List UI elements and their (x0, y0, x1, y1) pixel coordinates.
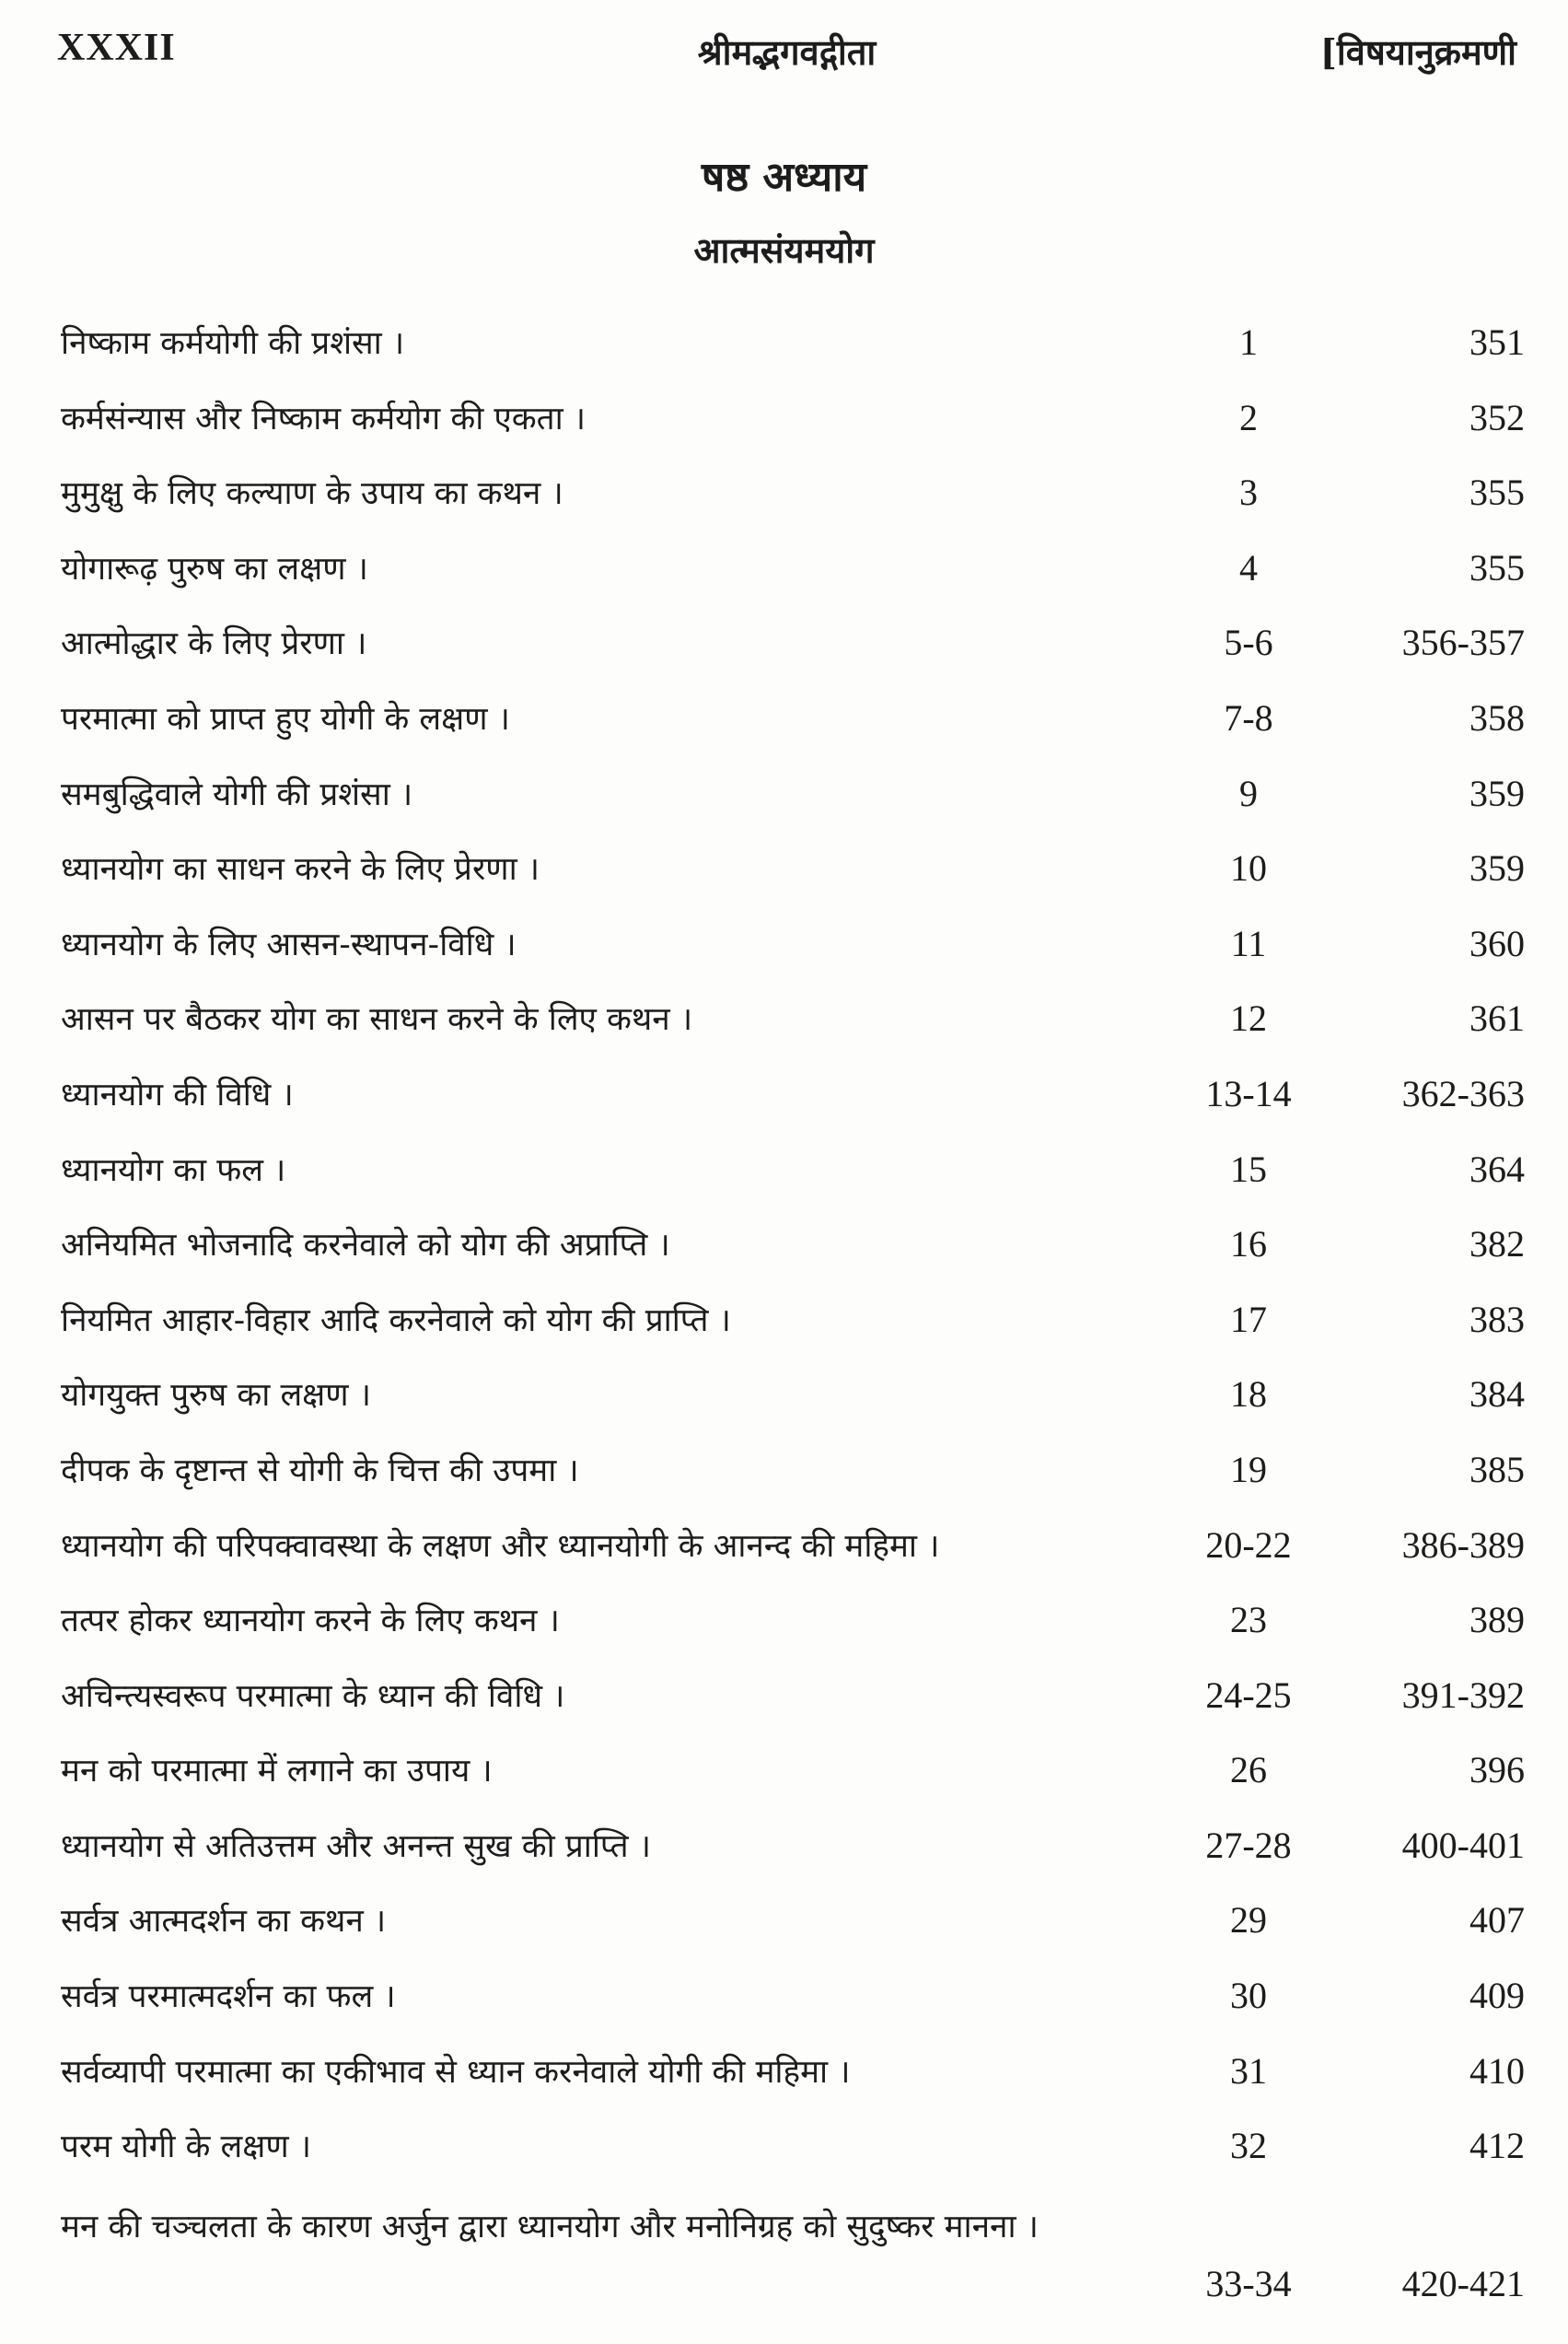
entry-page-number: 362-363 (1401, 1072, 1525, 1114)
entry-topic: मन को परमात्मा में लगाने का उपाय । (61, 1753, 493, 1790)
contents-entry (61, 1290, 1525, 1366)
entry-page-number: 400-401 (1401, 1824, 1525, 1866)
contents-entry (61, 1741, 1525, 1816)
entry-topic: आत्मोद्धार के लिए प्रेरणा । (61, 625, 367, 663)
entry-topic: ध्यानयोग से अतिउत्तम और अनन्त सुख की प्राप्ति । (61, 1827, 652, 1865)
entry-topic: सर्वत्र परमात्मदर्शन का फल । (61, 1978, 396, 2016)
entry-topic: ध्यानयोग की विधि । (61, 1076, 294, 1114)
entry-topic: समबुद्धिवाले योगी की प्रशंसा । (61, 776, 413, 813)
entry-page-number: 386-389 (1401, 1523, 1525, 1566)
entry-verse-number: 26 (1230, 1749, 1267, 1791)
entry-page-number: 410 (1469, 2049, 1525, 2092)
chapter-subtitle: आत्मसंयमयोग (693, 229, 875, 271)
contents-entry (61, 2042, 1525, 2117)
contents-entry (61, 1065, 1525, 1140)
contents-entry (61, 764, 1525, 840)
entry-page-number: 356-357 (1401, 622, 1525, 664)
contents-entry (61, 989, 1525, 1065)
entry-topic: तत्पर होकर ध्यानयोग करने के लिए कथन । (61, 1603, 560, 1640)
contents-entry (61, 1666, 1525, 1742)
contents-entry (61, 1215, 1525, 1290)
entry-verse-number: 27-28 (1205, 1824, 1292, 1866)
entry-topic: दीपक के दृष्टान्त से योगी के चित्त की उपमा । (61, 1452, 579, 1489)
entry-topic: ध्यानयोग का साधन करने के लिए प्रेरणा । (61, 851, 540, 889)
entry-topic: अनियमित भोजनादि करनेवाले को योग की अप्राप्ति । (61, 1227, 670, 1265)
entry-page-number: 391-392 (1401, 1673, 1525, 1716)
contents-entry (61, 463, 1525, 539)
entry-verse-number: 3 (1239, 472, 1258, 514)
entry-verse-number: 10 (1230, 847, 1267, 890)
entry-page-number: 351 (1469, 321, 1525, 363)
entry-page-number: 409 (1469, 1975, 1525, 2017)
entry-verse-number: 31 (1230, 2049, 1267, 2092)
contents-entry (61, 1591, 1525, 1666)
contents-entry (61, 915, 1525, 990)
entry-verse-number: 1 (1239, 321, 1258, 363)
entry-topic: नियमित आहार-विहार आदि करनेवाले को योग की प्राप्ति । (61, 1301, 731, 1339)
entry-topic: ध्यानयोग की परिपक्वावस्था के लक्षण और ध्यानयोगी के आनन्द की महिमा । (61, 1527, 940, 1565)
entry-page-number: 382 (1469, 1223, 1525, 1265)
contents-entry (61, 689, 1525, 764)
entry-topic: कर्मसंन्यास और निष्काम कर्मयोग की एकता । (61, 400, 587, 437)
entry-page-number: 361 (1469, 997, 1525, 1040)
entry-verse-number: 33-34 (1205, 2262, 1292, 2304)
entry-verse-number: 7-8 (1224, 696, 1273, 739)
entry-topic: योगारूढ़ पुरुष का लक्षण । (61, 550, 368, 588)
entry-verse-number: 16 (1230, 1223, 1267, 1265)
entry-page-number: 359 (1469, 847, 1525, 890)
entry-topic: ध्यानयोग का फल । (61, 1151, 286, 1189)
entry-verse-number: 15 (1230, 1148, 1267, 1190)
contents-entry (61, 1966, 1525, 2042)
entry-topic: अचिन्त्यस्वरूप परमात्मा के ध्यान की विधि । (61, 1677, 565, 1715)
entry-page-number: 355 (1469, 472, 1525, 514)
entry-topic: मुमुक्षु के लिए कल्याण के उपाय का कथन । (61, 475, 563, 513)
contents-entry (61, 1140, 1525, 1216)
entry-page-number: 383 (1469, 1298, 1525, 1340)
contents-list (61, 313, 1525, 2330)
entry-topic: सर्वव्यापी परमात्मा का एकीभाव से ध्यान करनेवाले योगी की महिमा । (61, 2053, 851, 2091)
entry-page-number: 355 (1469, 546, 1525, 589)
entry-page-number: 352 (1469, 396, 1525, 438)
contents-entry (61, 613, 1525, 689)
entry-verse-number: 13-14 (1205, 1072, 1292, 1114)
entry-verse-number: 30 (1230, 1975, 1267, 2017)
contents-entry (61, 839, 1525, 915)
roman-page-number: XXXII (57, 27, 176, 69)
entry-page-number: 359 (1469, 772, 1525, 814)
entry-verse-number: 29 (1230, 1899, 1267, 1942)
contents-entry (61, 1816, 1525, 1892)
entry-verse-number: 23 (1230, 1599, 1267, 1641)
contents-entry (61, 1516, 1525, 1592)
section-title: [विषयानुक्रमणी (1319, 31, 1516, 73)
entry-page-number: 407 (1469, 1899, 1525, 1942)
entry-topic: सर्वत्र आत्मदर्शन का कथन । (61, 1903, 387, 1941)
entry-verse-number: 19 (1230, 1448, 1267, 1490)
entry-verse-number: 12 (1230, 997, 1267, 1040)
entry-topic: योगयुक्त पुरुष का लक्षण । (61, 1377, 371, 1415)
entry-verse-number: 9 (1239, 772, 1258, 814)
contents-entry (61, 2117, 1525, 2192)
entry-topic: परमात्मा को प्राप्त हुए योगी के लक्षण । (61, 700, 510, 738)
contents-entry (61, 313, 1525, 389)
entry-topic: मन की चञ्चलता के कारण अर्जुन द्वारा ध्यानयोग और मनोनिग्रह को सुदुष्कर मानना । (61, 2208, 1039, 2245)
entry-topic: परम योगी के लक्षण । (61, 2128, 312, 2166)
entry-page-number: 364 (1469, 1148, 1525, 1190)
entry-page-number: 384 (1469, 1373, 1525, 1416)
entry-page-number: 360 (1469, 922, 1525, 964)
entry-verse-number: 17 (1230, 1298, 1267, 1340)
entry-page-number: 358 (1469, 696, 1525, 739)
entry-topic: निष्काम कर्मयोगी की प्रशंसा । (61, 325, 405, 362)
entry-page-number: 385 (1469, 1448, 1525, 1490)
entry-verse-number: 18 (1230, 1373, 1267, 1416)
entry-topic: आसन पर बैठकर योग का साधन करने के लिए कथन । (61, 1001, 693, 1039)
contents-entry (61, 539, 1525, 614)
contents-entry (61, 1440, 1525, 1516)
contents-entry (61, 2192, 1525, 2330)
entry-verse-number: 24-25 (1205, 1673, 1292, 1716)
book-title: श्रीमद्भगवद्गीता (697, 31, 877, 73)
contents-entry (61, 1365, 1525, 1440)
entry-page-number: 412 (1469, 2125, 1525, 2167)
contents-entry (61, 389, 1525, 464)
entry-verse-number: 32 (1230, 2125, 1267, 2167)
running-header (57, 26, 1516, 81)
entry-page-number: 389 (1469, 1599, 1525, 1641)
entry-page-number: 420-421 (1401, 2262, 1525, 2304)
contents-entry (61, 1891, 1525, 1966)
entry-page-number: 396 (1469, 1749, 1525, 1791)
entry-topic: ध्यानयोग के लिए आसन-स्थापन-विधि । (61, 926, 517, 963)
entry-verse-number: 4 (1239, 546, 1258, 589)
chapter-title: षष्ठ अध्याय (701, 154, 867, 201)
entry-verse-number: 5-6 (1224, 622, 1273, 664)
entry-verse-number: 2 (1239, 396, 1258, 438)
entry-verse-number: 20-22 (1205, 1523, 1292, 1566)
entry-verse-number: 11 (1230, 922, 1267, 964)
